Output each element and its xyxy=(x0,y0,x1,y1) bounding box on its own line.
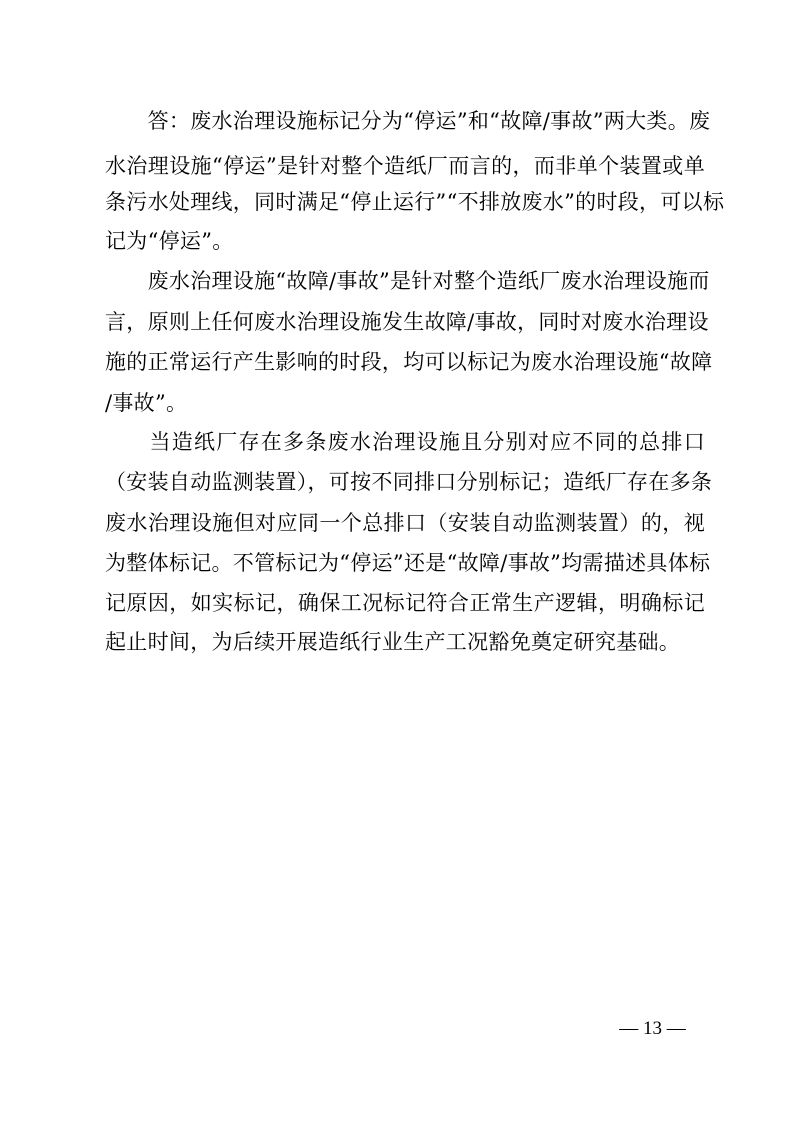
paragraph-line: 答：废水治理设施标记分为“停运”和“故障/事故”两大类。废 xyxy=(105,109,711,133)
paragraph-line: 废水治理设施“故障/事故”是针对整个造纸厂废水治理设施而 xyxy=(105,269,710,293)
paragraph-line: 起止时间，为后续开展造纸行业生产工况豁免奠定研究基础。 xyxy=(105,630,681,654)
page-number: — 13 — xyxy=(619,1018,686,1039)
paragraph-line: 记为“停运”。 xyxy=(105,229,234,253)
paragraph-line: 水治理设施“停运”是针对整个造纸厂而言的，而非单个装置或单 xyxy=(105,154,705,178)
paragraph-line: 为整体标记。不管标记为“停运”还是“故障/事故”均需描述具体标 xyxy=(105,551,711,575)
paragraph-line: 条污水处理线，同时满足“停止运行”“不排放废水”的时段，可以标 xyxy=(105,190,725,214)
paragraph-line: 当造纸厂存在多条废水治理设施且分别对应不同的总排口 xyxy=(105,430,705,454)
paragraph-line: 施的正常运行产生影响的时段，均可以标记为废水治理设施“故障 xyxy=(105,350,713,374)
paragraph-line: 言，原则上任何废水治理设施发生故障/事故，同时对废水治理设 xyxy=(105,310,709,334)
paragraph-line: 记原因，如实标记，确保工况标记符合正常生产逻辑，明确标记 xyxy=(105,591,705,615)
paragraph-line: 废水治理设施但对应同一个总排口（安装自动监测装置）的，视 xyxy=(105,511,705,535)
paragraph-line: （安装自动监测装置），可按不同排口分别标记；造纸厂存在多条 xyxy=(105,470,713,494)
paragraph-line: /事故”。 xyxy=(105,391,188,415)
